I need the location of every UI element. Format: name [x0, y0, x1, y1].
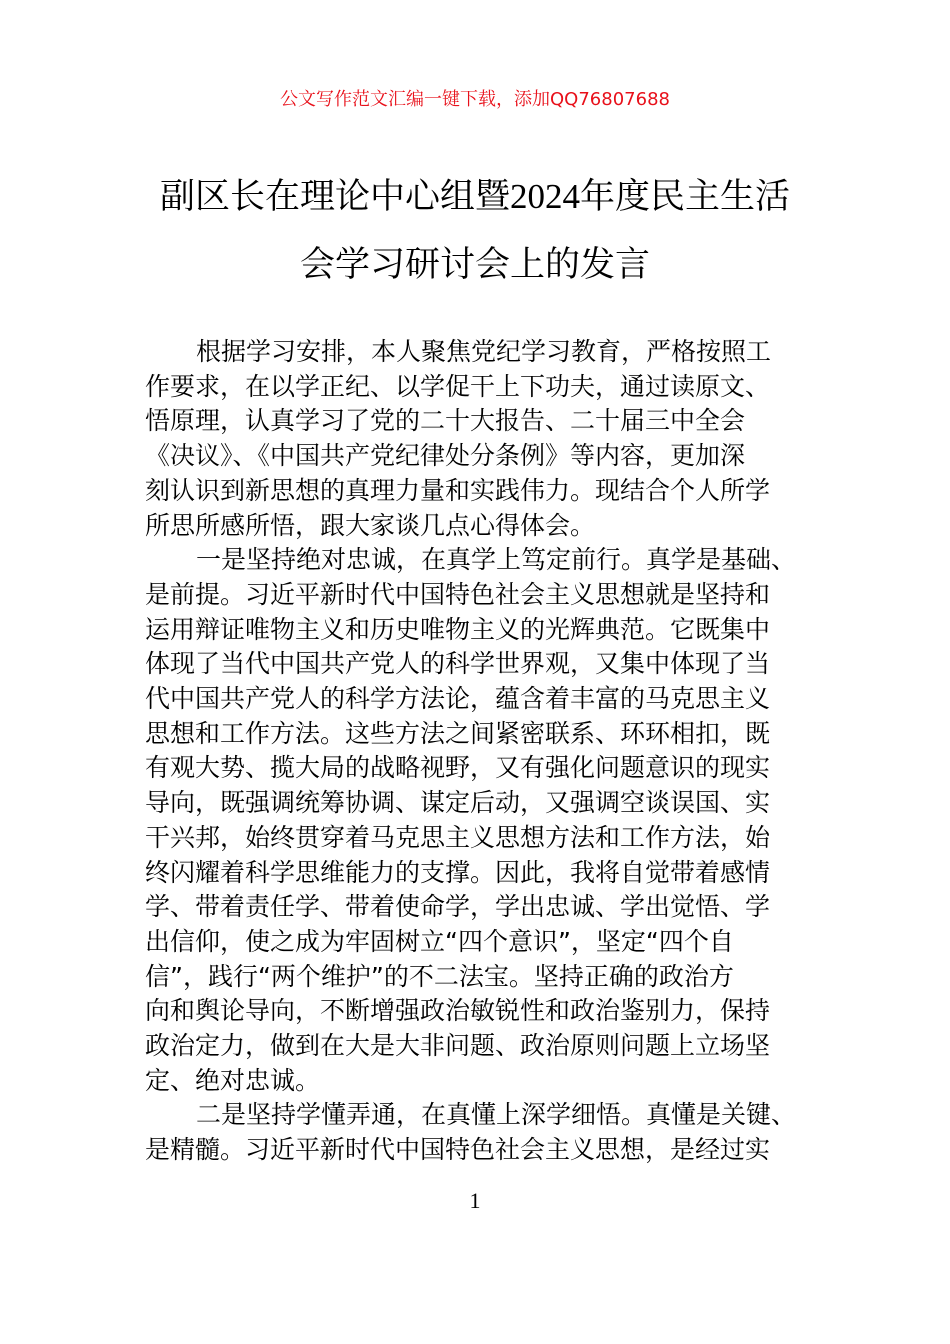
body-text-line: 学、带着责任学、带着使命学，学出忠诚、学出觉悟、学 [145, 892, 771, 922]
body-text-line: 体现了当代中国共产党人的科学世界观，又集中体现了当 [145, 649, 771, 679]
body-text-line: 代中国共产党人的科学方法论，蕴含着丰富的马克思主义 [145, 684, 771, 714]
body-text-line: 根据学习安排，本人聚焦党纪学习教育，严格按照工 [196, 337, 772, 366]
body-text-line: 向和舆论导向，不断增强政治敏锐性和政治鉴别力，保持 [145, 996, 771, 1026]
body-text-line: 出信仰，使之成为牢固树立“四个意识”，坚定“四个自 [145, 926, 734, 956]
body-text-line: 《决议》、《中国共产党纪律处分条例》等内容，更加深 [145, 441, 746, 471]
body-text-line: 运用辩证唯物主义和历史唯物主义的光辉典范。它既集中 [145, 614, 771, 644]
watermark-header: 公文写作范文汇编一键下载，添加QQ76807688 [280, 89, 670, 110]
body-text-line: 有观大势、揽大局的战略视野，又有强化问题意识的现实 [145, 753, 771, 783]
page-number: 1 [469, 1188, 481, 1213]
body-text-line: 所思所感所悟，跟大家谈几点心得体会。 [145, 510, 596, 540]
body-text-line: 信”，践行“两个维护”的不二法宝。坚持正确的政治方 [145, 961, 734, 991]
body-text-line: 思想和工作方法。这些方法之间紧密联系、环环相扣，既 [145, 718, 771, 748]
body-text-line: 终闪耀着科学思维能力的支撑。因此，我将自觉带着感情 [145, 857, 771, 887]
body-text-line: 干兴邦，始终贯穿着马克思主义思想方法和工作方法，始 [145, 822, 771, 852]
body-text-line: 刻认识到新思想的真理力量和实践伟力。现结合个人所学 [145, 475, 771, 505]
body-text-line: 政治定力，做到在大是大非问题、政治原则问题上立场坚 [145, 1031, 771, 1061]
document-title [0, 163, 950, 299]
body-text-line: 悟原理，认真学习了党的二十大报告、二十届三中全会 [145, 406, 746, 436]
body-text-line: 定、绝对忠诚。 [145, 1065, 321, 1095]
body-text-line: 是精髓。习近平新时代中国特色社会主义思想，是经过实 [145, 1135, 771, 1165]
body-text-line: 导向，既强调统筹协调、谋定后动，又强调空谈误国、实 [145, 788, 771, 818]
body-text-line: 二是坚持学懂弄通，在真懂上深学细悟。真懂是关键、 [196, 1100, 797, 1130]
body-text-line: 一是坚持绝对忠诚，在真学上笃定前行。真学是基础、 [196, 545, 797, 575]
title-line-2: 会学习研讨会上的发言 [299, 245, 650, 284]
title-line-1: 副区长在理论中心组暨2024年度民主生活 [159, 177, 790, 216]
document-body [145, 335, 815, 1168]
body-text-line: 作要求，在以学正纪、以学促干上下功夫，通过读原文、 [145, 371, 771, 401]
body-text-line: 是前提。习近平新时代中国特色社会主义思想就是坚持和 [145, 579, 771, 609]
